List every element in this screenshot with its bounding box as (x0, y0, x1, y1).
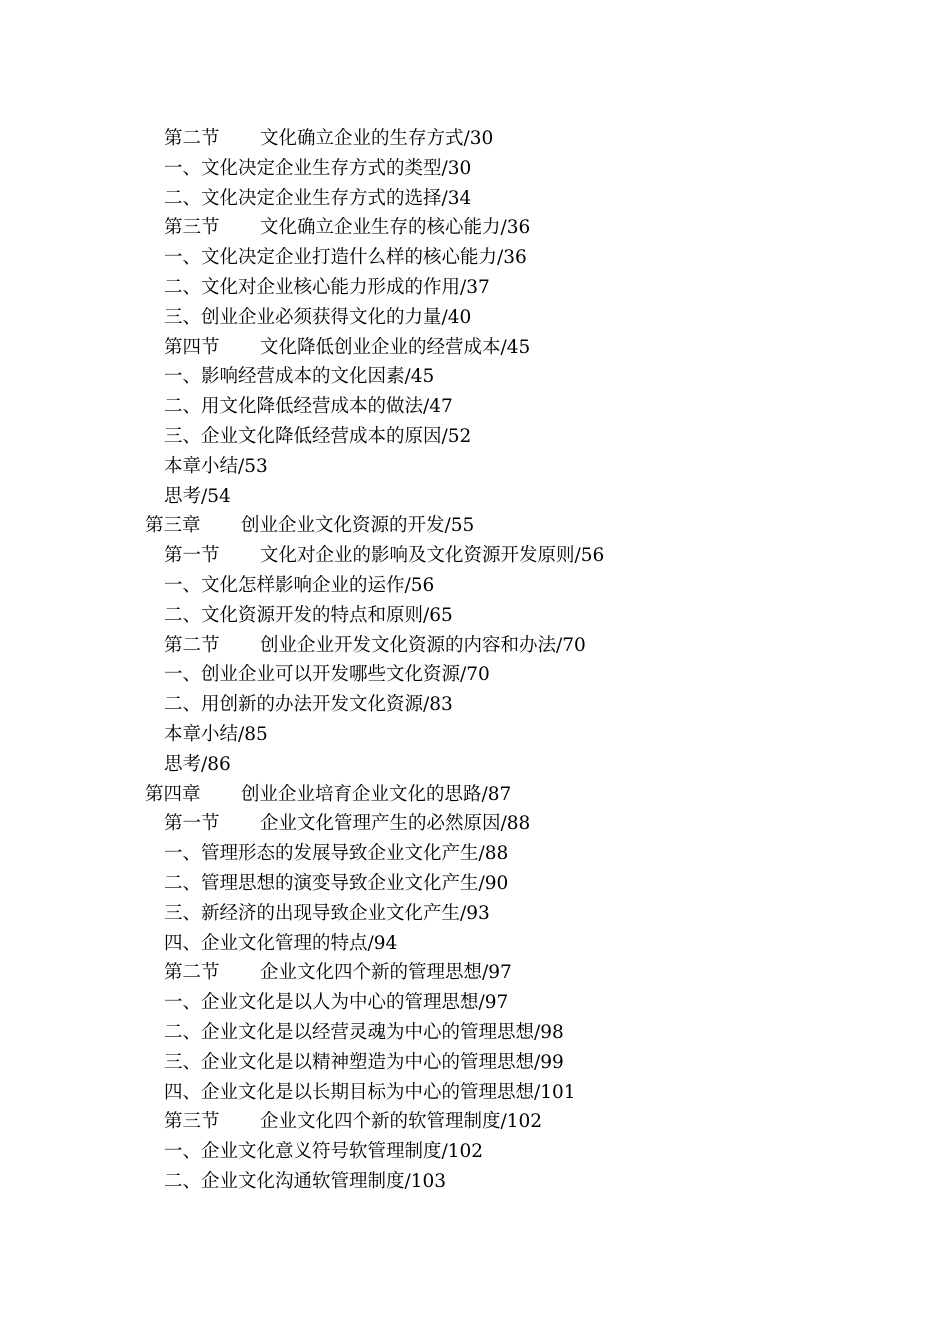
section-title: 文化确立企业生存的核心能力/36 (260, 217, 531, 239)
toc-item: 二、文化资源开发的特点和原则/65 (164, 604, 453, 626)
section-title: 文化对企业的影响及文化资源开发原则/56 (260, 545, 605, 567)
chapter-number: 第三章 (145, 515, 201, 537)
toc-item: 本章小结/53 (164, 455, 268, 477)
toc-item: 一、影响经营成本的文化因素/45 (164, 366, 435, 388)
section-title: 企业文化四个新的软管理制度/102 (260, 1111, 543, 1133)
toc-item: 二、文化决定企业生存方式的选择/34 (164, 187, 472, 209)
toc-item: 四、企业文化管理的特点/94 (164, 932, 398, 954)
toc-item: 三、创业企业必须获得文化的力量/40 (164, 306, 472, 328)
chapter-title: 创业企业培育企业文化的思路/87 (241, 783, 512, 805)
section-number: 第三节 (164, 1111, 220, 1133)
toc-item: 一、文化决定企业生存方式的类型/30 (164, 157, 472, 179)
section-number: 第四节 (164, 336, 220, 358)
toc-section (0, 124, 950, 154)
toc-item: 一、企业文化是以人为中心的管理思想/97 (164, 992, 509, 1014)
section-title: 文化降低创业企业的经营成本/45 (260, 336, 531, 358)
section-number: 第一节 (164, 545, 220, 567)
toc-chapter (0, 511, 950, 541)
toc-item: 三、企业文化是以精神塑造为中心的管理思想/99 (164, 1051, 564, 1073)
toc-section (0, 333, 950, 363)
toc-section (0, 809, 950, 839)
toc-item: 一、企业文化意义符号软管理制度/102 (164, 1141, 484, 1163)
section-number: 第二节 (164, 128, 220, 149)
toc-item: 二、企业文化是以经营灵魂为中心的管理思想/98 (164, 1021, 564, 1043)
toc-item: 二、文化对企业核心能力形成的作用/37 (164, 276, 490, 298)
section-title: 企业文化管理产生的必然原因/88 (260, 813, 531, 835)
toc-section (0, 1107, 950, 1137)
toc-item: 一、创业企业可以开发哪些文化资源/70 (164, 664, 490, 686)
toc-item: 一、文化决定企业打造什么样的核心能力/36 (164, 247, 527, 269)
section-number: 第二节 (164, 634, 220, 656)
toc-item: 二、用文化降低经营成本的做法/47 (164, 396, 453, 418)
toc-item: 二、企业文化沟通软管理制度/103 (164, 1170, 447, 1192)
toc-item: 三、企业文化降低经营成本的原因/52 (164, 425, 472, 447)
toc-section (0, 958, 950, 988)
toc-section (0, 541, 950, 571)
section-number: 第三节 (164, 217, 220, 239)
toc-item: 二、用创新的办法开发文化资源/83 (164, 694, 453, 716)
toc-item: 思考/54 (164, 485, 231, 507)
section-title: 文化确立企业的生存方式/30 (260, 128, 494, 149)
section-number: 第二节 (164, 962, 220, 984)
toc-item: 三、新经济的出现导致企业文化产生/93 (164, 902, 490, 924)
toc-item: 思考/86 (164, 753, 231, 775)
chapter-title: 创业企业文化资源的开发/55 (241, 515, 475, 537)
toc-item: 四、企业文化是以长期目标为中心的管理思想/101 (164, 1081, 576, 1103)
section-number: 第一节 (164, 813, 220, 835)
table-of-contents (0, 124, 950, 1197)
toc-section (0, 631, 950, 661)
toc-item: 一、文化怎样影响企业的运作/56 (164, 574, 435, 596)
toc-chapter (0, 780, 950, 810)
toc-item: 本章小结/85 (164, 723, 268, 745)
chapter-number: 第四章 (145, 783, 201, 805)
section-title: 企业文化四个新的管理思想/97 (260, 962, 512, 984)
section-title: 创业企业开发文化资源的内容和办法/70 (260, 634, 586, 656)
toc-item: 二、管理思想的演变导致企业文化产生/90 (164, 872, 509, 894)
toc-item: 一、管理形态的发展导致企业文化产生/88 (164, 843, 509, 865)
toc-section (0, 213, 950, 243)
